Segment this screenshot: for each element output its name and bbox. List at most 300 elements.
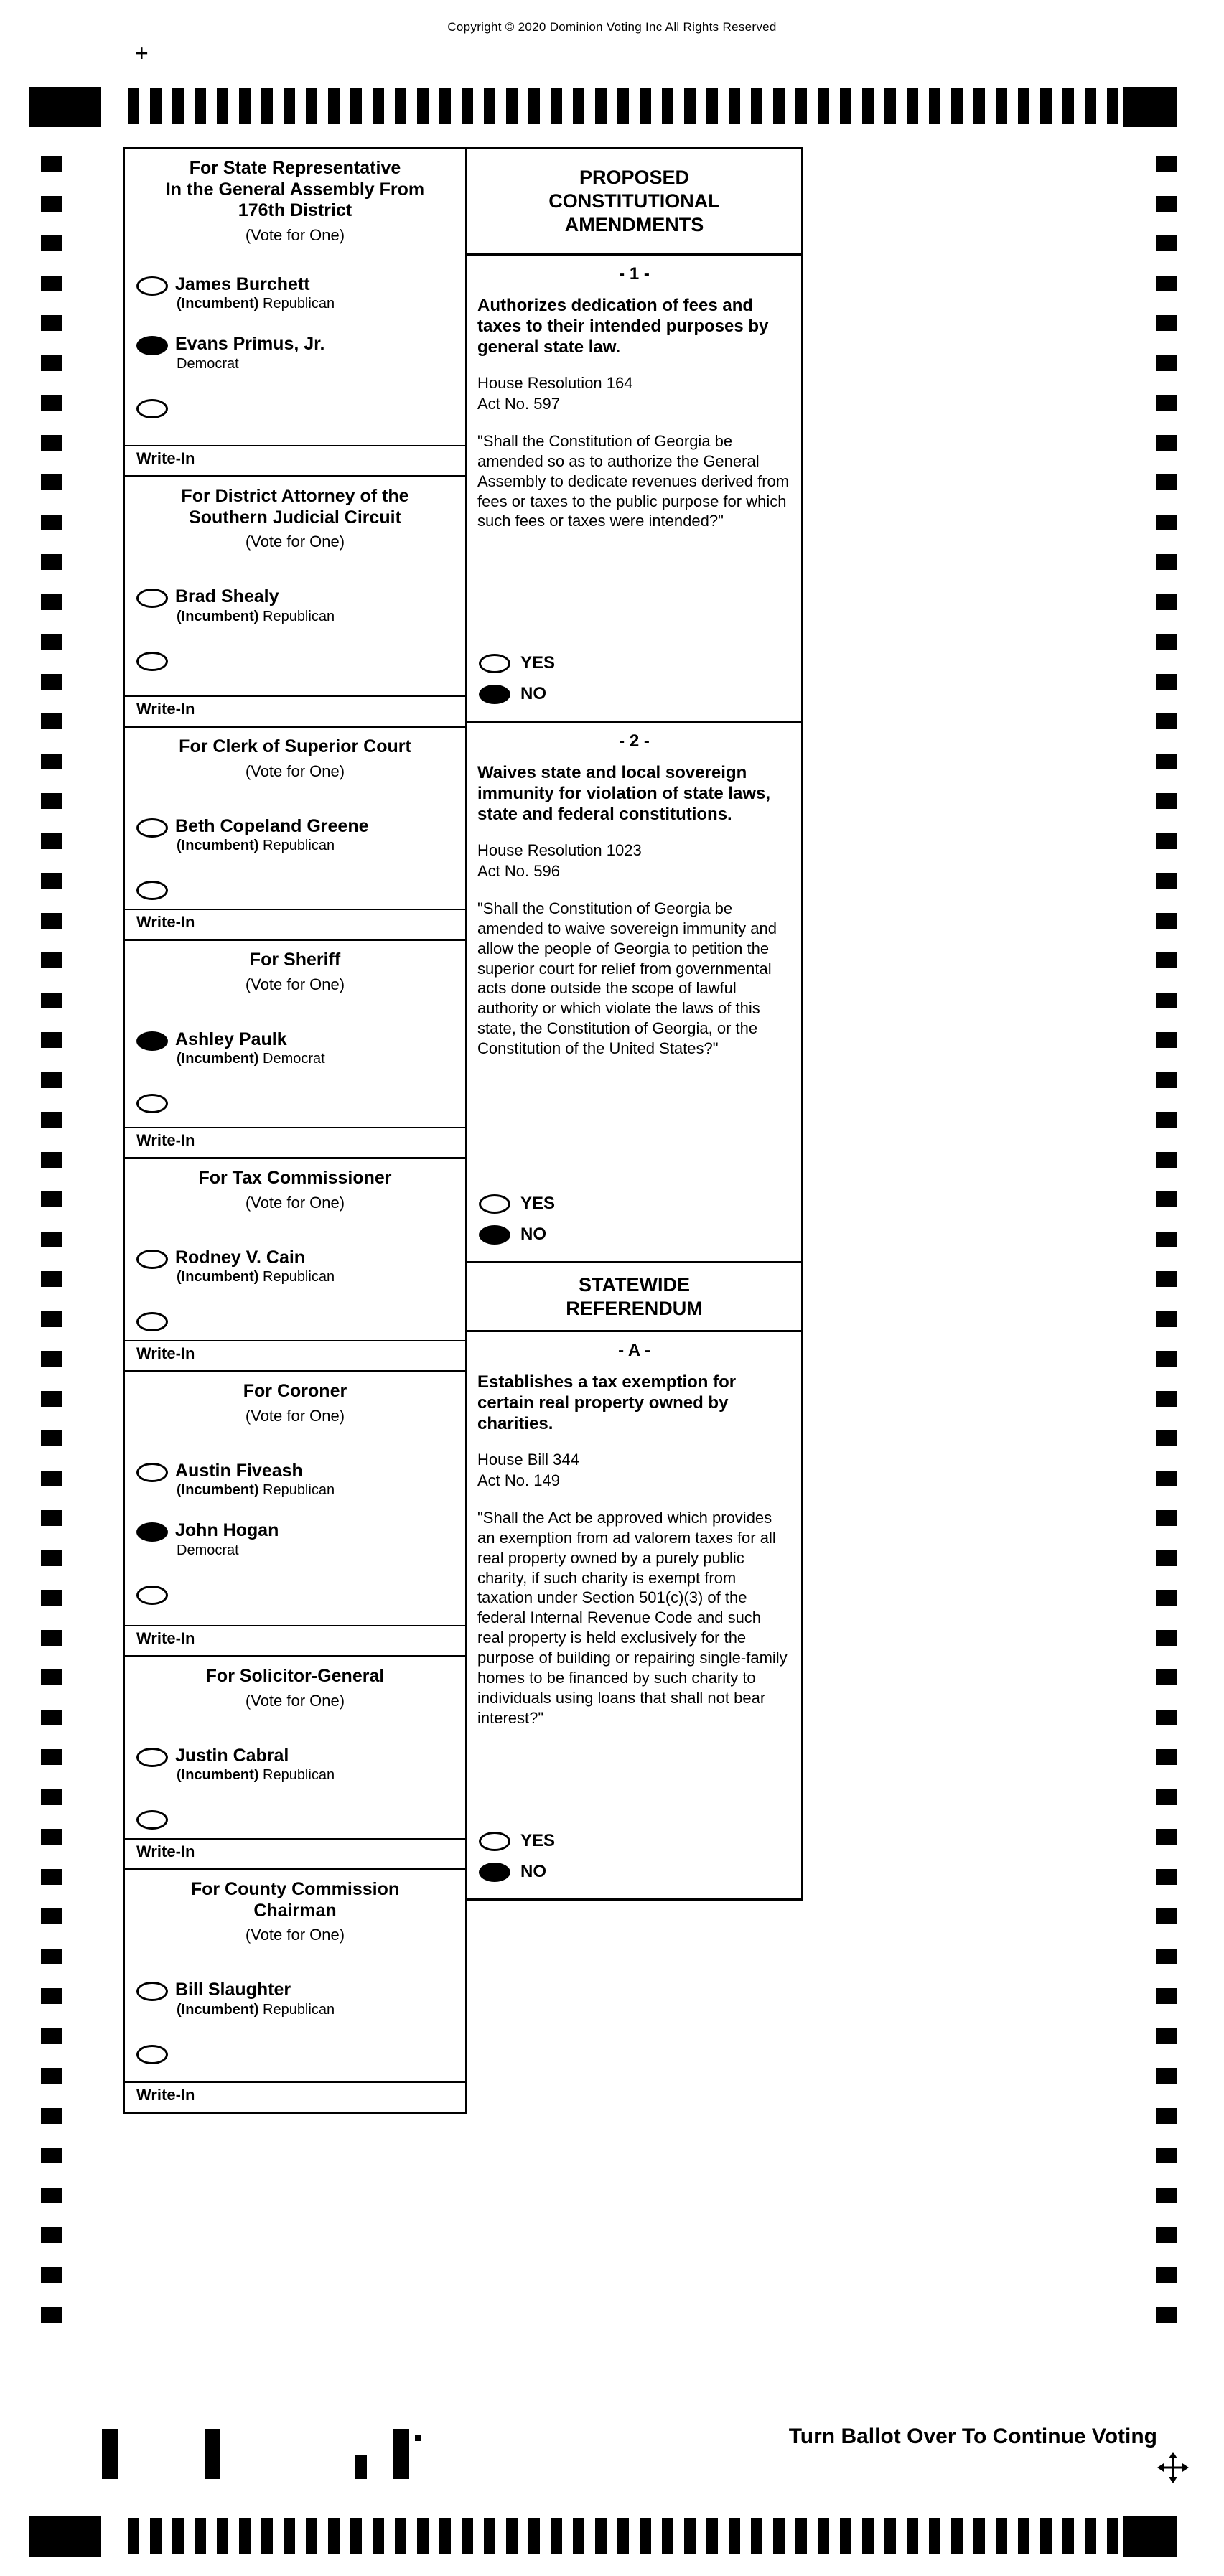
write-in-oval[interactable] bbox=[136, 652, 168, 671]
contest-title-line: For District Attorney of the bbox=[181, 486, 409, 506]
timing-mark bbox=[840, 88, 851, 124]
write-in-oval-row bbox=[125, 1092, 465, 1113]
citation-line: Act No. 596 bbox=[477, 861, 560, 880]
write-in-label: Write-In bbox=[136, 1629, 195, 1647]
timing-mark bbox=[462, 2518, 473, 2554]
vote-for-instruction: (Vote for One) bbox=[245, 1691, 345, 1710]
write-in-label: Write-In bbox=[136, 449, 195, 467]
timing-mark bbox=[1123, 87, 1177, 127]
candidate-text bbox=[175, 1980, 335, 2019]
timing-mark bbox=[150, 88, 162, 124]
timing-mark bbox=[640, 2518, 651, 2554]
timing-mark bbox=[1156, 1550, 1177, 1566]
candidate-oval[interactable] bbox=[136, 1748, 168, 1767]
timing-mark bbox=[506, 88, 518, 124]
timing-mark bbox=[1156, 235, 1177, 251]
timing-mark bbox=[41, 1391, 62, 1407]
incumbent-label: (Incumbent) bbox=[177, 1269, 259, 1285]
write-in-oval-row bbox=[125, 1584, 465, 1605]
candidate-detail bbox=[175, 1541, 279, 1560]
timing-mark bbox=[261, 88, 273, 124]
candidate-name: Rodney V. Cain bbox=[175, 1247, 306, 1268]
choice-oval[interactable] bbox=[479, 1863, 510, 1882]
contest bbox=[125, 477, 465, 728]
measure-question: "Shall the Act be approved which provides an exemption from ad valorem taxes for all real property owned by a purely public charity, if such charity is exempt from taxation under Section 501(c)(3) of the federal Internal Revenue Code and such real property is held exclusively for the purpose of building or repairing single-family homes to be financed by such charity to individuals using loans that shall not bear interest?" bbox=[477, 1508, 788, 1728]
candidate-row bbox=[125, 1461, 465, 1500]
timing-mark bbox=[595, 88, 607, 124]
write-in-row[interactable] bbox=[125, 1340, 465, 1370]
timing-mark bbox=[1156, 1749, 1177, 1765]
write-in-label: Write-In bbox=[136, 1131, 195, 1149]
vote-for-instruction: (Vote for One) bbox=[245, 1193, 345, 1212]
contest bbox=[125, 1657, 465, 1870]
timing-mark bbox=[951, 88, 963, 124]
party-label: Democrat bbox=[177, 1542, 239, 1558]
timing-mark bbox=[884, 88, 896, 124]
contest-title bbox=[125, 1657, 465, 1689]
write-in-label: Write-In bbox=[136, 1842, 195, 1860]
timing-mark bbox=[706, 88, 718, 124]
timing-mark bbox=[41, 1152, 62, 1168]
party-label: Democrat bbox=[177, 355, 239, 372]
candidate-oval[interactable] bbox=[136, 1031, 168, 1051]
timing-mark bbox=[195, 2518, 206, 2554]
candidate-text bbox=[175, 587, 335, 626]
timing-mark bbox=[1156, 833, 1177, 849]
timing-mark bbox=[41, 833, 62, 849]
timing-mark bbox=[528, 2518, 540, 2554]
measure-question: "Shall the Constitution of Georgia be amended to waive sovereign immunity and allow the people of Georgia to petition the superior court for relief from governmental acts done outside the scope of lawful authority or which violate the laws of this state, the Constitution of Georgia, or the Constitution of the United States?" bbox=[477, 899, 777, 1058]
timing-mark bbox=[41, 315, 62, 331]
choice-label: YES bbox=[520, 1194, 556, 1213]
timing-mark bbox=[684, 88, 696, 124]
write-in-oval[interactable] bbox=[136, 1312, 168, 1331]
candidate-text bbox=[175, 1248, 335, 1287]
timing-mark bbox=[795, 2518, 807, 2554]
choice-oval[interactable] bbox=[479, 1194, 510, 1214]
timing-mark bbox=[996, 2518, 1007, 2554]
timing-mark bbox=[729, 88, 740, 124]
timing-mark bbox=[1156, 1869, 1177, 1885]
timing-mark bbox=[1156, 395, 1177, 411]
timing-mark bbox=[1156, 2188, 1177, 2203]
candidate-row bbox=[125, 1980, 465, 2019]
timing-mark bbox=[41, 1112, 62, 1128]
candidate-oval[interactable] bbox=[136, 1522, 168, 1542]
timing-mark bbox=[862, 88, 874, 124]
move-arrows-icon bbox=[1157, 2452, 1189, 2483]
timing-mark bbox=[706, 2518, 718, 2554]
timing-mark bbox=[551, 88, 562, 124]
timing-mark bbox=[41, 2148, 62, 2163]
timing-mark bbox=[1156, 474, 1177, 490]
contest-title-line: For Tax Commissioner bbox=[198, 1168, 392, 1188]
contest bbox=[125, 1159, 465, 1372]
timing-mark bbox=[595, 2518, 607, 2554]
candidate-text bbox=[175, 1461, 335, 1500]
choice-row bbox=[479, 1862, 801, 1882]
timing-mark bbox=[41, 1869, 62, 1885]
timing-mark bbox=[528, 88, 540, 124]
timing-mark bbox=[1156, 1311, 1177, 1327]
timing-mark bbox=[306, 2518, 317, 2554]
vote-for-instruction: (Vote for One) bbox=[245, 975, 345, 993]
citation-line: House Resolution 1023 bbox=[477, 841, 642, 860]
timing-mark bbox=[328, 88, 340, 124]
party-label: Republican bbox=[263, 608, 335, 624]
write-in-row[interactable] bbox=[125, 909, 465, 939]
party-label: Republican bbox=[263, 2001, 335, 2018]
timing-mark bbox=[1156, 515, 1177, 530]
timing-mark bbox=[41, 1669, 62, 1685]
choice-label: YES bbox=[520, 653, 556, 673]
timing-mark bbox=[662, 88, 673, 124]
timing-mark bbox=[1156, 1669, 1177, 1685]
candidate-name: Ashley Paulk bbox=[175, 1029, 287, 1049]
section-header-line: REFERENDUM bbox=[566, 1297, 703, 1319]
contest-title-line: Chairman bbox=[253, 1900, 337, 1921]
timing-mark bbox=[1156, 276, 1177, 291]
choice-row bbox=[479, 1194, 801, 1214]
timing-mark bbox=[1156, 1112, 1177, 1128]
citation-line: Act No. 149 bbox=[477, 1471, 560, 1489]
candidate-name: Justin Cabral bbox=[175, 1745, 289, 1766]
timing-mark bbox=[1156, 1789, 1177, 1805]
measure-number: - 2 - bbox=[619, 731, 650, 751]
timing-mark bbox=[217, 2518, 228, 2554]
contest bbox=[125, 728, 465, 941]
timing-mark bbox=[41, 156, 62, 172]
timing-mark bbox=[1156, 754, 1177, 769]
party-label: Republican bbox=[263, 296, 335, 312]
timing-mark bbox=[1156, 1471, 1177, 1486]
timing-mark bbox=[41, 1829, 62, 1845]
write-in-oval-row bbox=[125, 2043, 465, 2064]
section-header-line: STATEWIDE bbox=[579, 1273, 690, 1296]
timing-mark bbox=[1156, 1271, 1177, 1287]
timing-mark bbox=[1156, 793, 1177, 809]
citation-line: House Resolution 164 bbox=[477, 374, 633, 393]
copyright-text: Copyright © 2020 Dominion Voting Inc All Rights Reserved bbox=[447, 20, 777, 34]
timing-mark bbox=[1156, 1072, 1177, 1088]
timing-mark bbox=[1156, 196, 1177, 212]
timing-mark bbox=[29, 2516, 101, 2557]
incumbent-label: (Incumbent) bbox=[177, 1767, 259, 1783]
contest-title-line: Southern Judicial Circuit bbox=[189, 507, 401, 528]
timing-mark bbox=[41, 276, 62, 291]
timing-mark bbox=[41, 2307, 62, 2323]
timing-mark bbox=[862, 2518, 874, 2554]
candidate-detail bbox=[175, 1049, 325, 1068]
timing-mark bbox=[795, 88, 807, 124]
measure bbox=[467, 723, 801, 1263]
timing-mark bbox=[1156, 1430, 1177, 1446]
timing-mark bbox=[41, 2227, 62, 2243]
vote-for-instruction: (Vote for One) bbox=[245, 533, 345, 551]
candidate-text bbox=[175, 275, 335, 314]
candidate-text bbox=[175, 1030, 325, 1069]
timing-mark bbox=[1085, 2518, 1096, 2554]
measure-citation bbox=[467, 825, 801, 881]
timing-mark bbox=[1156, 993, 1177, 1008]
timing-mark bbox=[41, 2108, 62, 2124]
measure-number: - 1 - bbox=[619, 264, 650, 284]
contest-title-line: In the General Assembly From bbox=[165, 179, 425, 200]
measure-citation bbox=[467, 357, 801, 413]
candidate-detail bbox=[175, 1481, 335, 1499]
contest-title bbox=[125, 728, 465, 759]
timing-mark bbox=[1156, 554, 1177, 570]
timing-mark bbox=[1156, 1949, 1177, 1964]
timing-mark bbox=[1156, 1232, 1177, 1247]
timing-mark bbox=[1156, 435, 1177, 451]
timing-mark bbox=[751, 88, 762, 124]
party-label: Republican bbox=[263, 838, 335, 853]
timing-mark bbox=[729, 2518, 740, 2554]
contest-title-line: For Coroner bbox=[243, 1381, 347, 1401]
choice-row bbox=[479, 1224, 801, 1245]
write-in-oval[interactable] bbox=[136, 881, 168, 900]
timing-mark bbox=[41, 952, 62, 968]
candidate-name: Beth Copeland Greene bbox=[175, 815, 369, 836]
timing-mark bbox=[973, 88, 985, 124]
measure bbox=[467, 1332, 801, 1898]
timing-mark bbox=[907, 88, 918, 124]
timing-mark bbox=[41, 674, 62, 690]
timing-mark bbox=[373, 2518, 384, 2554]
timing-mark bbox=[551, 2518, 562, 2554]
timing-mark bbox=[1156, 1152, 1177, 1168]
write-in-oval[interactable] bbox=[136, 1810, 168, 1830]
vote-for-instruction: (Vote for One) bbox=[245, 762, 345, 780]
party-label: Republican bbox=[263, 1767, 335, 1783]
timing-mark bbox=[41, 1232, 62, 1247]
measure-number: - A - bbox=[618, 1341, 650, 1360]
timing-mark bbox=[172, 2518, 184, 2554]
timing-mark bbox=[41, 395, 62, 411]
timing-mark bbox=[328, 2518, 340, 2554]
timing-mark bbox=[217, 88, 228, 124]
candidate-row bbox=[125, 1746, 465, 1785]
timing-mark bbox=[41, 793, 62, 809]
contests-column bbox=[123, 147, 467, 2114]
timing-mark bbox=[1156, 713, 1177, 729]
timing-mark bbox=[1156, 2307, 1177, 2323]
write-in-label: Write-In bbox=[136, 2086, 195, 2104]
contest-title-line: For Clerk of Superior Court bbox=[179, 736, 411, 757]
candidate-detail bbox=[175, 355, 324, 373]
timing-mark bbox=[41, 1191, 62, 1207]
timing-mark bbox=[150, 2518, 162, 2554]
contest-title bbox=[125, 941, 465, 973]
candidate-row bbox=[125, 275, 465, 314]
timing-mark bbox=[1156, 594, 1177, 610]
timing-mark bbox=[261, 2518, 273, 2554]
timing-mark bbox=[1040, 2518, 1052, 2554]
section-header-line: CONSTITUTIONAL bbox=[548, 190, 720, 212]
incumbent-label: (Incumbent) bbox=[177, 1051, 259, 1067]
timing-mark bbox=[1062, 2518, 1074, 2554]
candidate-name: Bill Slaughter bbox=[175, 1980, 291, 2000]
candidate-oval[interactable] bbox=[136, 1250, 168, 1269]
write-in-oval[interactable] bbox=[136, 1094, 168, 1113]
timing-mark bbox=[41, 1749, 62, 1765]
candidate-row bbox=[125, 587, 465, 626]
timing-mark bbox=[41, 913, 62, 929]
timing-mark bbox=[1156, 355, 1177, 371]
write-in-row[interactable] bbox=[125, 1127, 465, 1157]
timing-mark bbox=[1156, 1510, 1177, 1526]
choice-oval[interactable] bbox=[479, 1832, 510, 1851]
timing-mark bbox=[1156, 315, 1177, 331]
measure-choices bbox=[467, 1186, 801, 1261]
timing-mark bbox=[1156, 1630, 1177, 1646]
timing-mark bbox=[41, 1271, 62, 1287]
timing-mark bbox=[484, 88, 495, 124]
timing-mark bbox=[751, 2518, 762, 2554]
timing-mark bbox=[417, 2518, 429, 2554]
candidate-oval[interactable] bbox=[136, 1463, 168, 1482]
timing-mark bbox=[1156, 873, 1177, 889]
timing-mark bbox=[306, 88, 317, 124]
timing-mark bbox=[773, 88, 785, 124]
section-header-line: AMENDMENTS bbox=[564, 213, 704, 235]
timing-mark bbox=[172, 88, 184, 124]
contest-title-line: For Solicitor-General bbox=[205, 1666, 385, 1686]
timing-mark bbox=[41, 1510, 62, 1526]
timing-mark bbox=[929, 88, 940, 124]
timing-mark bbox=[1085, 88, 1096, 124]
bottom-code-mark bbox=[102, 2429, 118, 2479]
timing-mark bbox=[395, 2518, 406, 2554]
contest-title bbox=[125, 1870, 465, 1923]
timing-mark bbox=[1156, 2108, 1177, 2124]
candidate-row bbox=[125, 1030, 465, 1069]
write-in-oval[interactable] bbox=[136, 2045, 168, 2064]
write-in-row[interactable] bbox=[125, 2081, 465, 2112]
timing-mark bbox=[951, 2518, 963, 2554]
measures-column bbox=[467, 147, 803, 1901]
timing-mark bbox=[1156, 913, 1177, 929]
timing-mark bbox=[41, 1789, 62, 1805]
registration-plus-mark: + bbox=[135, 40, 149, 66]
incumbent-label: (Incumbent) bbox=[177, 1482, 259, 1498]
timing-mark bbox=[41, 1351, 62, 1367]
measure-question: "Shall the Constitution of Georgia be amended so as to authorize the General Assembly to dedicate revenues derived from fees or taxes to the public purpose for which such fees or taxes were intended?" bbox=[477, 431, 790, 530]
candidate-detail bbox=[175, 294, 335, 313]
write-in-oval-row bbox=[125, 398, 465, 418]
candidate-detail bbox=[175, 1766, 335, 1784]
write-in-row[interactable] bbox=[125, 445, 465, 475]
candidate-oval[interactable] bbox=[136, 1982, 168, 2001]
timing-mark bbox=[41, 2188, 62, 2203]
candidate-name: Evans Primus, Jr. bbox=[175, 334, 325, 354]
candidate-oval[interactable] bbox=[136, 276, 168, 296]
choice-oval[interactable] bbox=[479, 685, 510, 704]
timing-mark bbox=[41, 2267, 62, 2283]
timing-mark bbox=[462, 88, 473, 124]
timing-mark bbox=[1156, 1710, 1177, 1725]
candidate-text bbox=[175, 817, 369, 856]
timing-mark bbox=[41, 1949, 62, 1964]
timing-mark bbox=[350, 2518, 362, 2554]
timing-mark bbox=[239, 2518, 251, 2554]
candidate-detail bbox=[175, 607, 335, 626]
write-in-oval[interactable] bbox=[136, 399, 168, 418]
timing-mark bbox=[41, 196, 62, 212]
choice-label: YES bbox=[520, 1831, 556, 1850]
measure bbox=[467, 256, 801, 723]
choice-oval[interactable] bbox=[479, 654, 510, 673]
citation-line: Act No. 597 bbox=[477, 394, 560, 413]
candidate-oval[interactable] bbox=[136, 818, 168, 838]
timing-mark bbox=[41, 1032, 62, 1048]
timing-mark bbox=[41, 235, 62, 251]
candidate-text bbox=[175, 334, 324, 373]
contest-title bbox=[125, 477, 465, 530]
candidate-oval[interactable] bbox=[136, 589, 168, 608]
candidate-detail bbox=[175, 836, 369, 855]
choice-oval[interactable] bbox=[479, 1225, 510, 1245]
incumbent-label: (Incumbent) bbox=[177, 838, 259, 853]
timing-mark bbox=[640, 88, 651, 124]
candidate-detail bbox=[175, 2000, 335, 2019]
candidate-oval[interactable] bbox=[136, 336, 168, 355]
write-in-row[interactable] bbox=[125, 1838, 465, 1868]
timing-mark bbox=[1156, 2227, 1177, 2243]
timing-mark bbox=[929, 2518, 940, 2554]
write-in-oval-row bbox=[125, 879, 465, 900]
timing-mark bbox=[41, 634, 62, 650]
timing-mark bbox=[41, 2068, 62, 2084]
candidate-row bbox=[125, 334, 465, 373]
measure-choices bbox=[467, 646, 801, 721]
contest-title-line: For County Commission bbox=[190, 1879, 400, 1899]
timing-mark bbox=[350, 88, 362, 124]
timing-mark bbox=[128, 2518, 139, 2554]
timing-mark bbox=[617, 2518, 629, 2554]
timing-mark bbox=[973, 2518, 985, 2554]
timing-mark bbox=[41, 1430, 62, 1446]
write-in-row[interactable] bbox=[125, 695, 465, 726]
measure-citation bbox=[467, 1434, 801, 1490]
contest-title-line: For Sheriff bbox=[249, 950, 341, 970]
timing-mark bbox=[41, 1630, 62, 1646]
bottom-code-mark bbox=[205, 2429, 220, 2479]
candidate-name: John Hogan bbox=[175, 1520, 279, 1540]
write-in-oval[interactable] bbox=[136, 1586, 168, 1605]
choice-row bbox=[479, 684, 801, 704]
write-in-row[interactable] bbox=[125, 1625, 465, 1655]
timing-mark bbox=[684, 2518, 696, 2554]
timing-mark bbox=[996, 88, 1007, 124]
timing-mark bbox=[1156, 1351, 1177, 1367]
timing-mark bbox=[1107, 2518, 1118, 2554]
vote-for-instruction: (Vote for One) bbox=[245, 225, 345, 244]
bottom-code-mark bbox=[393, 2429, 409, 2479]
measure-summary: Establishes a tax exemption for certain real property owned by charities. bbox=[477, 1372, 737, 1433]
timing-mark bbox=[840, 2518, 851, 2554]
choice-label: NO bbox=[520, 1862, 546, 1881]
timing-mark bbox=[41, 873, 62, 889]
timing-mark bbox=[284, 2518, 295, 2554]
timing-mark bbox=[41, 594, 62, 610]
measure-choices bbox=[467, 1824, 801, 1898]
timing-mark bbox=[41, 1590, 62, 1606]
party-label: Republican bbox=[263, 1482, 335, 1498]
incumbent-label: (Incumbent) bbox=[177, 296, 259, 312]
timing-mark bbox=[395, 88, 406, 124]
